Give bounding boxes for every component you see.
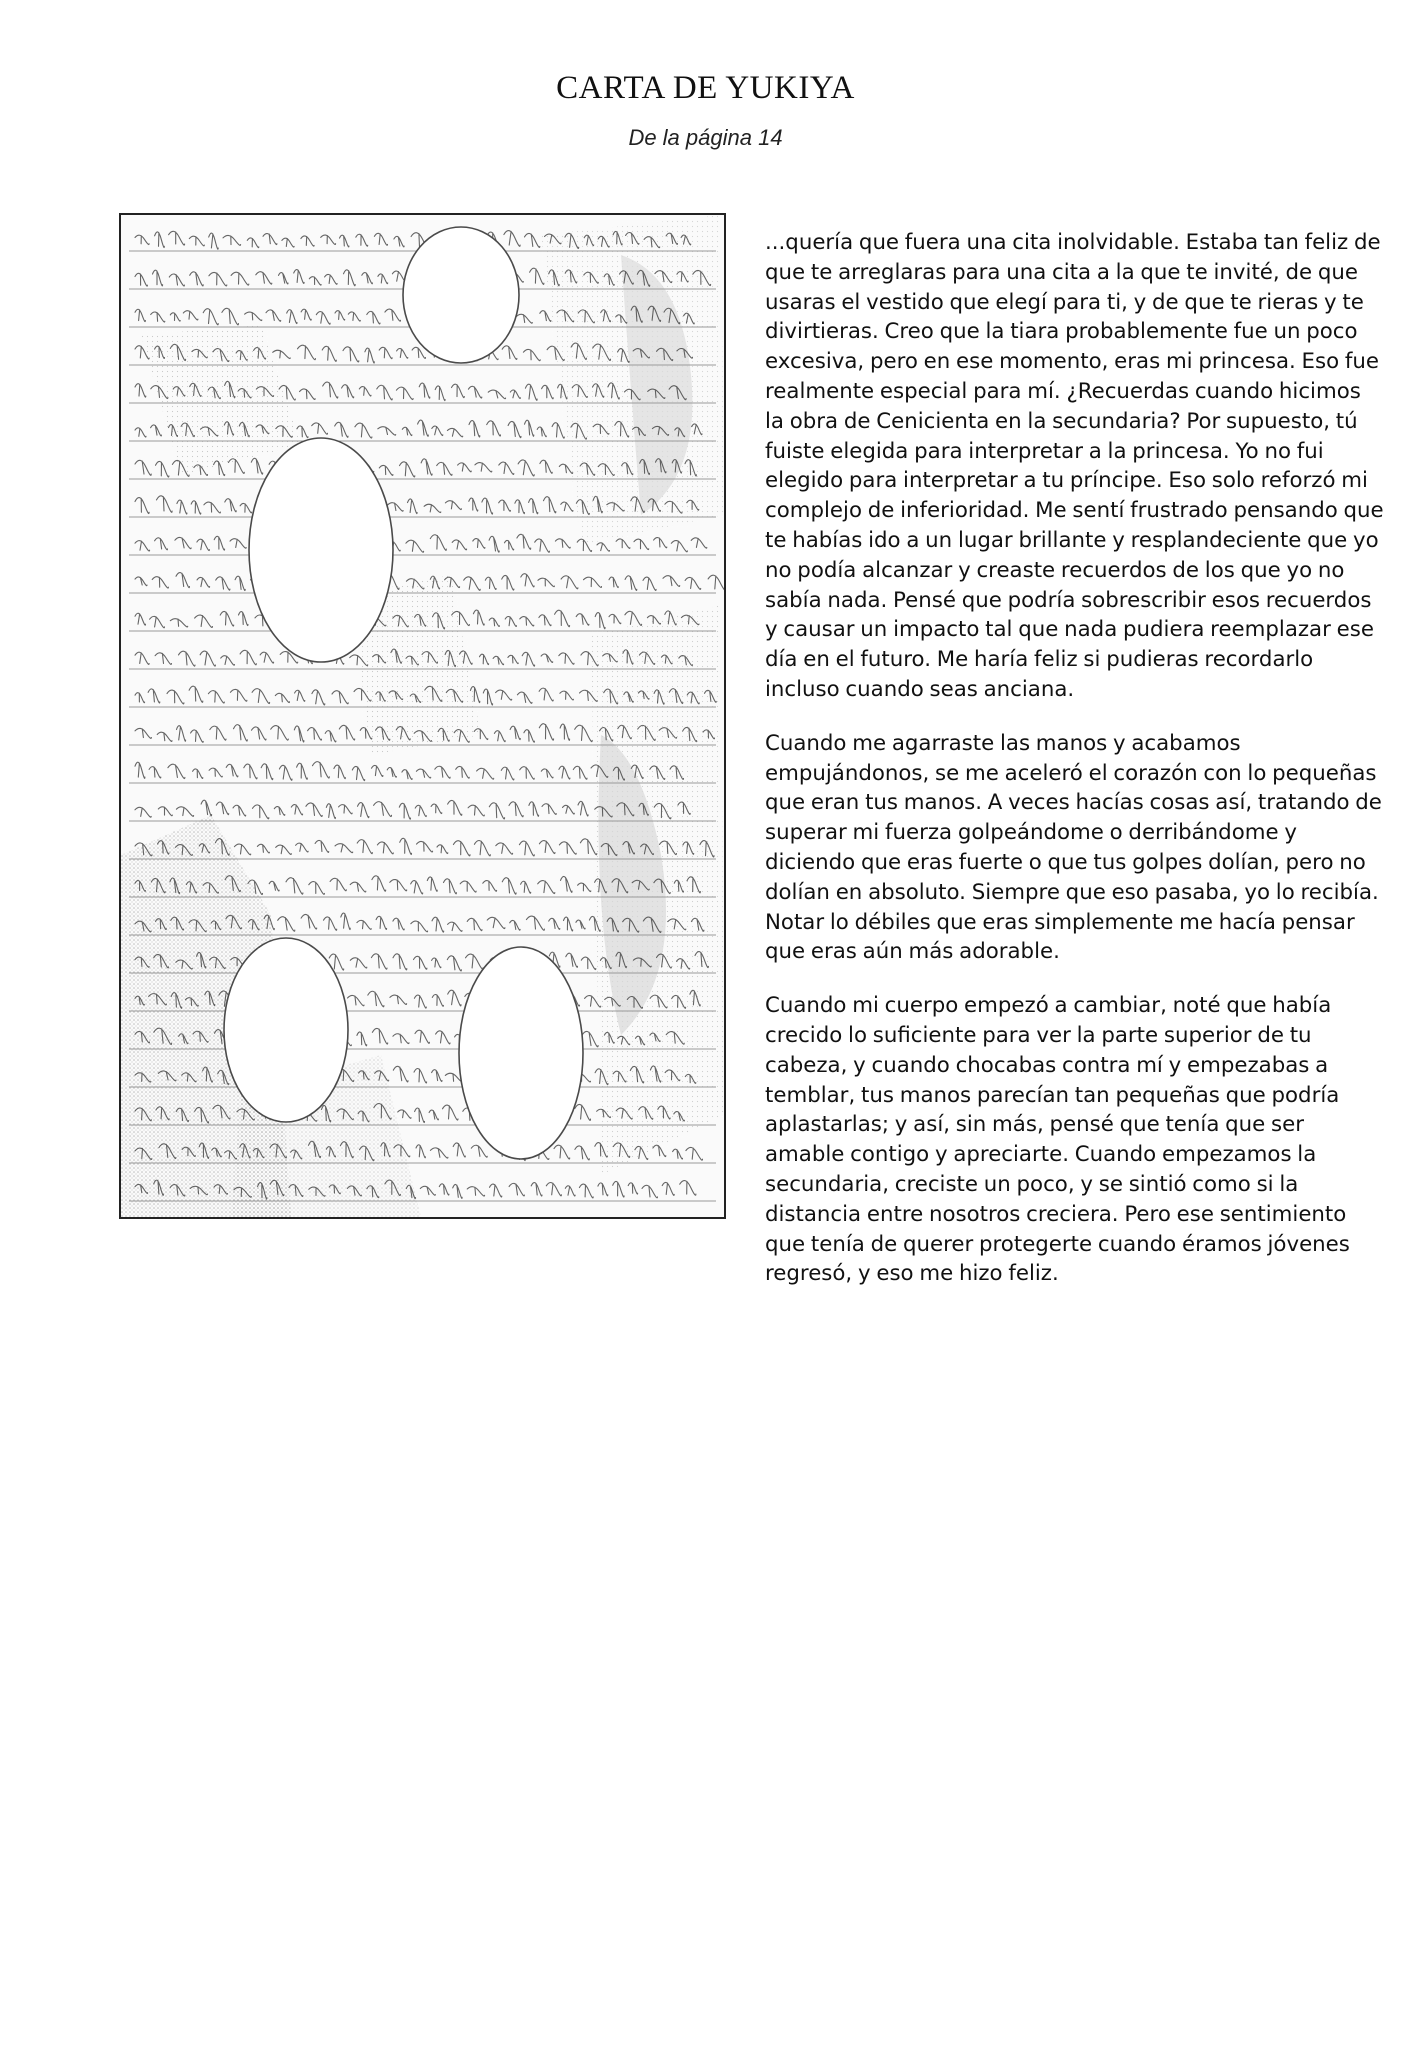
paragraph: ...quería que fuera una cita inolvidable. Estaba tan feliz de que te arreglaras para una cita a la que te invité, de que usaras el vestido que elegí para ti, y de que te rieras y te divirtieras. Creo que la tiara probablemente fue un poco excesiva, pero en ese momento, eras mi princesa. Eso fue realmente especial para mí. ¿Recuerdas cuando hicimos la obra de Cenicienta en la secundaria? Por supuesto, tú fuiste elegida para interpretar a la princesa. Yo no fui elegido para interpretar a tu príncipe. Eso solo reforzó mi complejo de inferioridad. Me sentí frustrado pensando que te habías ido a un lugar brillante y resplandeciente que yo no podía alcanzar y creaste recuerdos de los que yo no sabía nada. Pensé que podría sobrescribir esos recuerdos y causar un impacto tal que nada pudiera reemplazar ese día en el futuro. Me haría feliz si pudieras recordarlo incluso cuando seas anciana.	[765, 230, 1384, 702]
handwritten-letter-image	[119, 213, 726, 1219]
page-subtitle: De la página 14	[628, 125, 783, 150]
paragraph: Cuando me agarraste las manos y acabamos empujándonos, se me aceleró el corazón con lo pequeñas que eran tus manos. A veces hacías cosas así, tratando de superar mi fuerza golpeándome o derribándome y diciendo que eras fuerte o que tus golpes dolían, pero no dolían en absoluto. Siempre que eso pasaba, yo lo recibía. Notar lo débiles que eras simplemente me hacía pensar que eras aún más adorable.	[765, 730, 1382, 965]
article-text	[765, 228, 1385, 1313]
letter-illustration	[121, 215, 724, 1217]
page-title: CARTA DE YUKIYA	[556, 70, 855, 106]
paragraph: Cuando mi cuerpo empezó a cambiar, noté que había crecido lo suficiente para ver la parte superior de tu cabeza, y cuando chocabas contra mí y empezabas a temblar, tus manos parecían tan pequeñas que podría aplastarlas; y así, sin más, pensé que tenía que ser amable contigo y apreciarte. Cuando empezamos la secundaria, creciste un poco, y se sintió como si la distancia entre nosotros creciera. Pero ese sentimiento que tenía de querer protegerte cuando éramos jóvenes regresó, y eso me hizo feliz.	[765, 993, 1350, 1287]
